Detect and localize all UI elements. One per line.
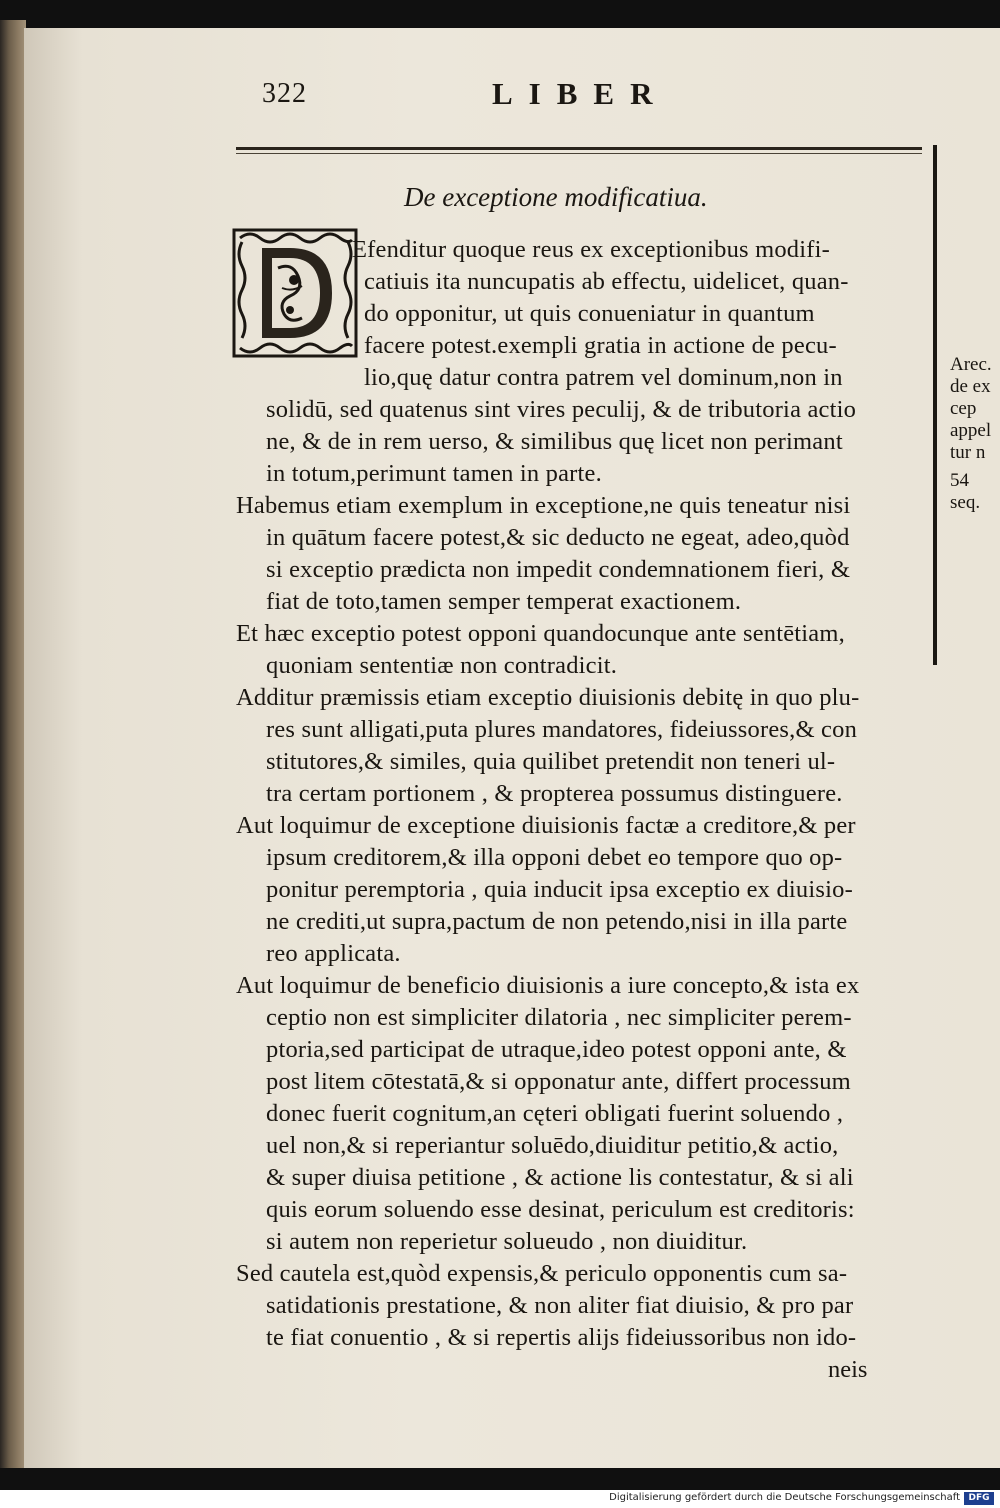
- book-binding-edge: [0, 20, 26, 1468]
- body-line: donec fuerit cognitum,an cęteri obligati fuerint soluendo ,: [266, 1100, 844, 1127]
- margin-note-line: 54: [950, 470, 969, 491]
- body-line: ceptio non est simpliciter dilatoria , nec simpliciter perem-: [266, 1004, 852, 1031]
- body-line: Et hæc exceptio potest opponi quandocunque ante sentētiam,: [236, 620, 845, 647]
- body-line: res sunt alligati,puta plures mandatores, fideiussores,& con: [266, 716, 858, 743]
- dfg-logo-icon: DFG: [964, 1492, 994, 1505]
- catchword: neis: [828, 1356, 868, 1383]
- body-line: Habemus etiam exemplum in exceptione,ne quis teneatur nisi: [236, 492, 851, 519]
- body-line: Aut loquimur de exceptione diuisionis factæ a creditore,& per: [236, 812, 856, 839]
- body-line: si autem non reperietur solueudo , non diuiditur.: [266, 1228, 748, 1255]
- margin-note-line: appel: [950, 420, 992, 441]
- body-line: ne crediti,ut supra,pactum de non petendo,nisi in illa parte: [266, 908, 848, 935]
- footer-credit: Digitalisierung gefördert durch die Deutsche Forschungsgemeinschaft: [609, 1492, 960, 1503]
- body-line: & super diuisa petitione , & actione lis contestatur, & si ali: [266, 1164, 854, 1191]
- decorated-initial-d-icon: [232, 228, 358, 358]
- body-line: reo applicata.: [266, 940, 401, 967]
- body-line: Efenditur quoque reus ex exceptionibus modifi-: [352, 236, 830, 263]
- body-line: si exceptio prædicta non impedit condemnationem fieri, &: [266, 556, 851, 583]
- body-line: lio,quę datur contra patrem vel dominum,non in: [364, 364, 843, 391]
- body-line: ptoria,sed participat de utraque,ideo potest opponi ante, &: [266, 1036, 847, 1063]
- body-line: tra certam portionem , & propterea possumus distinguere.: [266, 780, 843, 807]
- body-line: catiuis ita nuncupatis ab effectu, uidelicet, quan-: [364, 268, 849, 295]
- body-line: satidationis prestatione, & non aliter fiat diuisio, & pro par: [266, 1292, 854, 1319]
- margin-note-line: seq.: [950, 492, 981, 513]
- body-line: facere potest.exempli gratia in actione de pecu-: [364, 332, 837, 359]
- body-line: quis eorum soluendo esse desinat, periculum est creditoris:: [266, 1196, 855, 1223]
- body-line: uel non,& si reperiantur soluēdo,diuiditur petitio,& actio,: [266, 1132, 839, 1159]
- margin-note-line: tur n: [950, 442, 986, 463]
- body-line: ne, & de in rem uerso, & similibus quę licet non perimant: [266, 428, 843, 455]
- section-title: De exceptione modificatiua.: [404, 182, 708, 212]
- body-line: Aut loquimur de beneficio diuisionis a iure concepto,& ista ex: [236, 972, 860, 999]
- body-line: Sed cautela est,quòd expensis,& periculo opponentis cum sa-: [236, 1260, 848, 1287]
- body-line: quoniam sententiæ non contradicit.: [266, 652, 618, 679]
- body-line: post litem cōtestatā,& si opponatur ante, differt processum: [266, 1068, 851, 1095]
- body-line: fiat de toto,tamen semper temperat exactionem.: [266, 588, 742, 615]
- body-line: Additur præmissis etiam exceptio diuisionis debitę in quo plu-: [236, 684, 860, 711]
- margin-note-line: Arec.: [950, 354, 992, 375]
- body-line: ipsum creditorem,& illa opponi debet eo tempore quo op-: [266, 844, 843, 871]
- body-line: stitutores,& similes, quia quilibet pretendit non teneri ul-: [266, 748, 836, 775]
- margin-bracket-icon: [933, 145, 937, 665]
- page-header: [262, 76, 902, 116]
- margin-note-line: de ex: [950, 376, 991, 397]
- body-line: ponitur peremptoria , quia inducit ipsa exceptio ex diuisio-: [266, 876, 853, 903]
- header-rule-thin: [236, 153, 922, 154]
- header-rule: [236, 147, 922, 150]
- body-line: do opponitur, ut quis conueniatur in quantum: [364, 300, 815, 327]
- running-head: LIBER: [492, 76, 669, 111]
- page-number: 322: [262, 78, 307, 109]
- body-line: in quātum facere potest,& sic deducto ne egeat, adeo,quòd: [266, 524, 850, 551]
- body-line: solidū, sed quatenus sint vires peculij, & de tributoria actio: [266, 396, 857, 423]
- body-line: te fiat conuentio , & si repertis alijs fideiussoribus non ido-: [266, 1324, 857, 1351]
- margin-note-line: cep: [950, 398, 977, 419]
- body-line: in totum,perimunt tamen in parte.: [266, 460, 602, 487]
